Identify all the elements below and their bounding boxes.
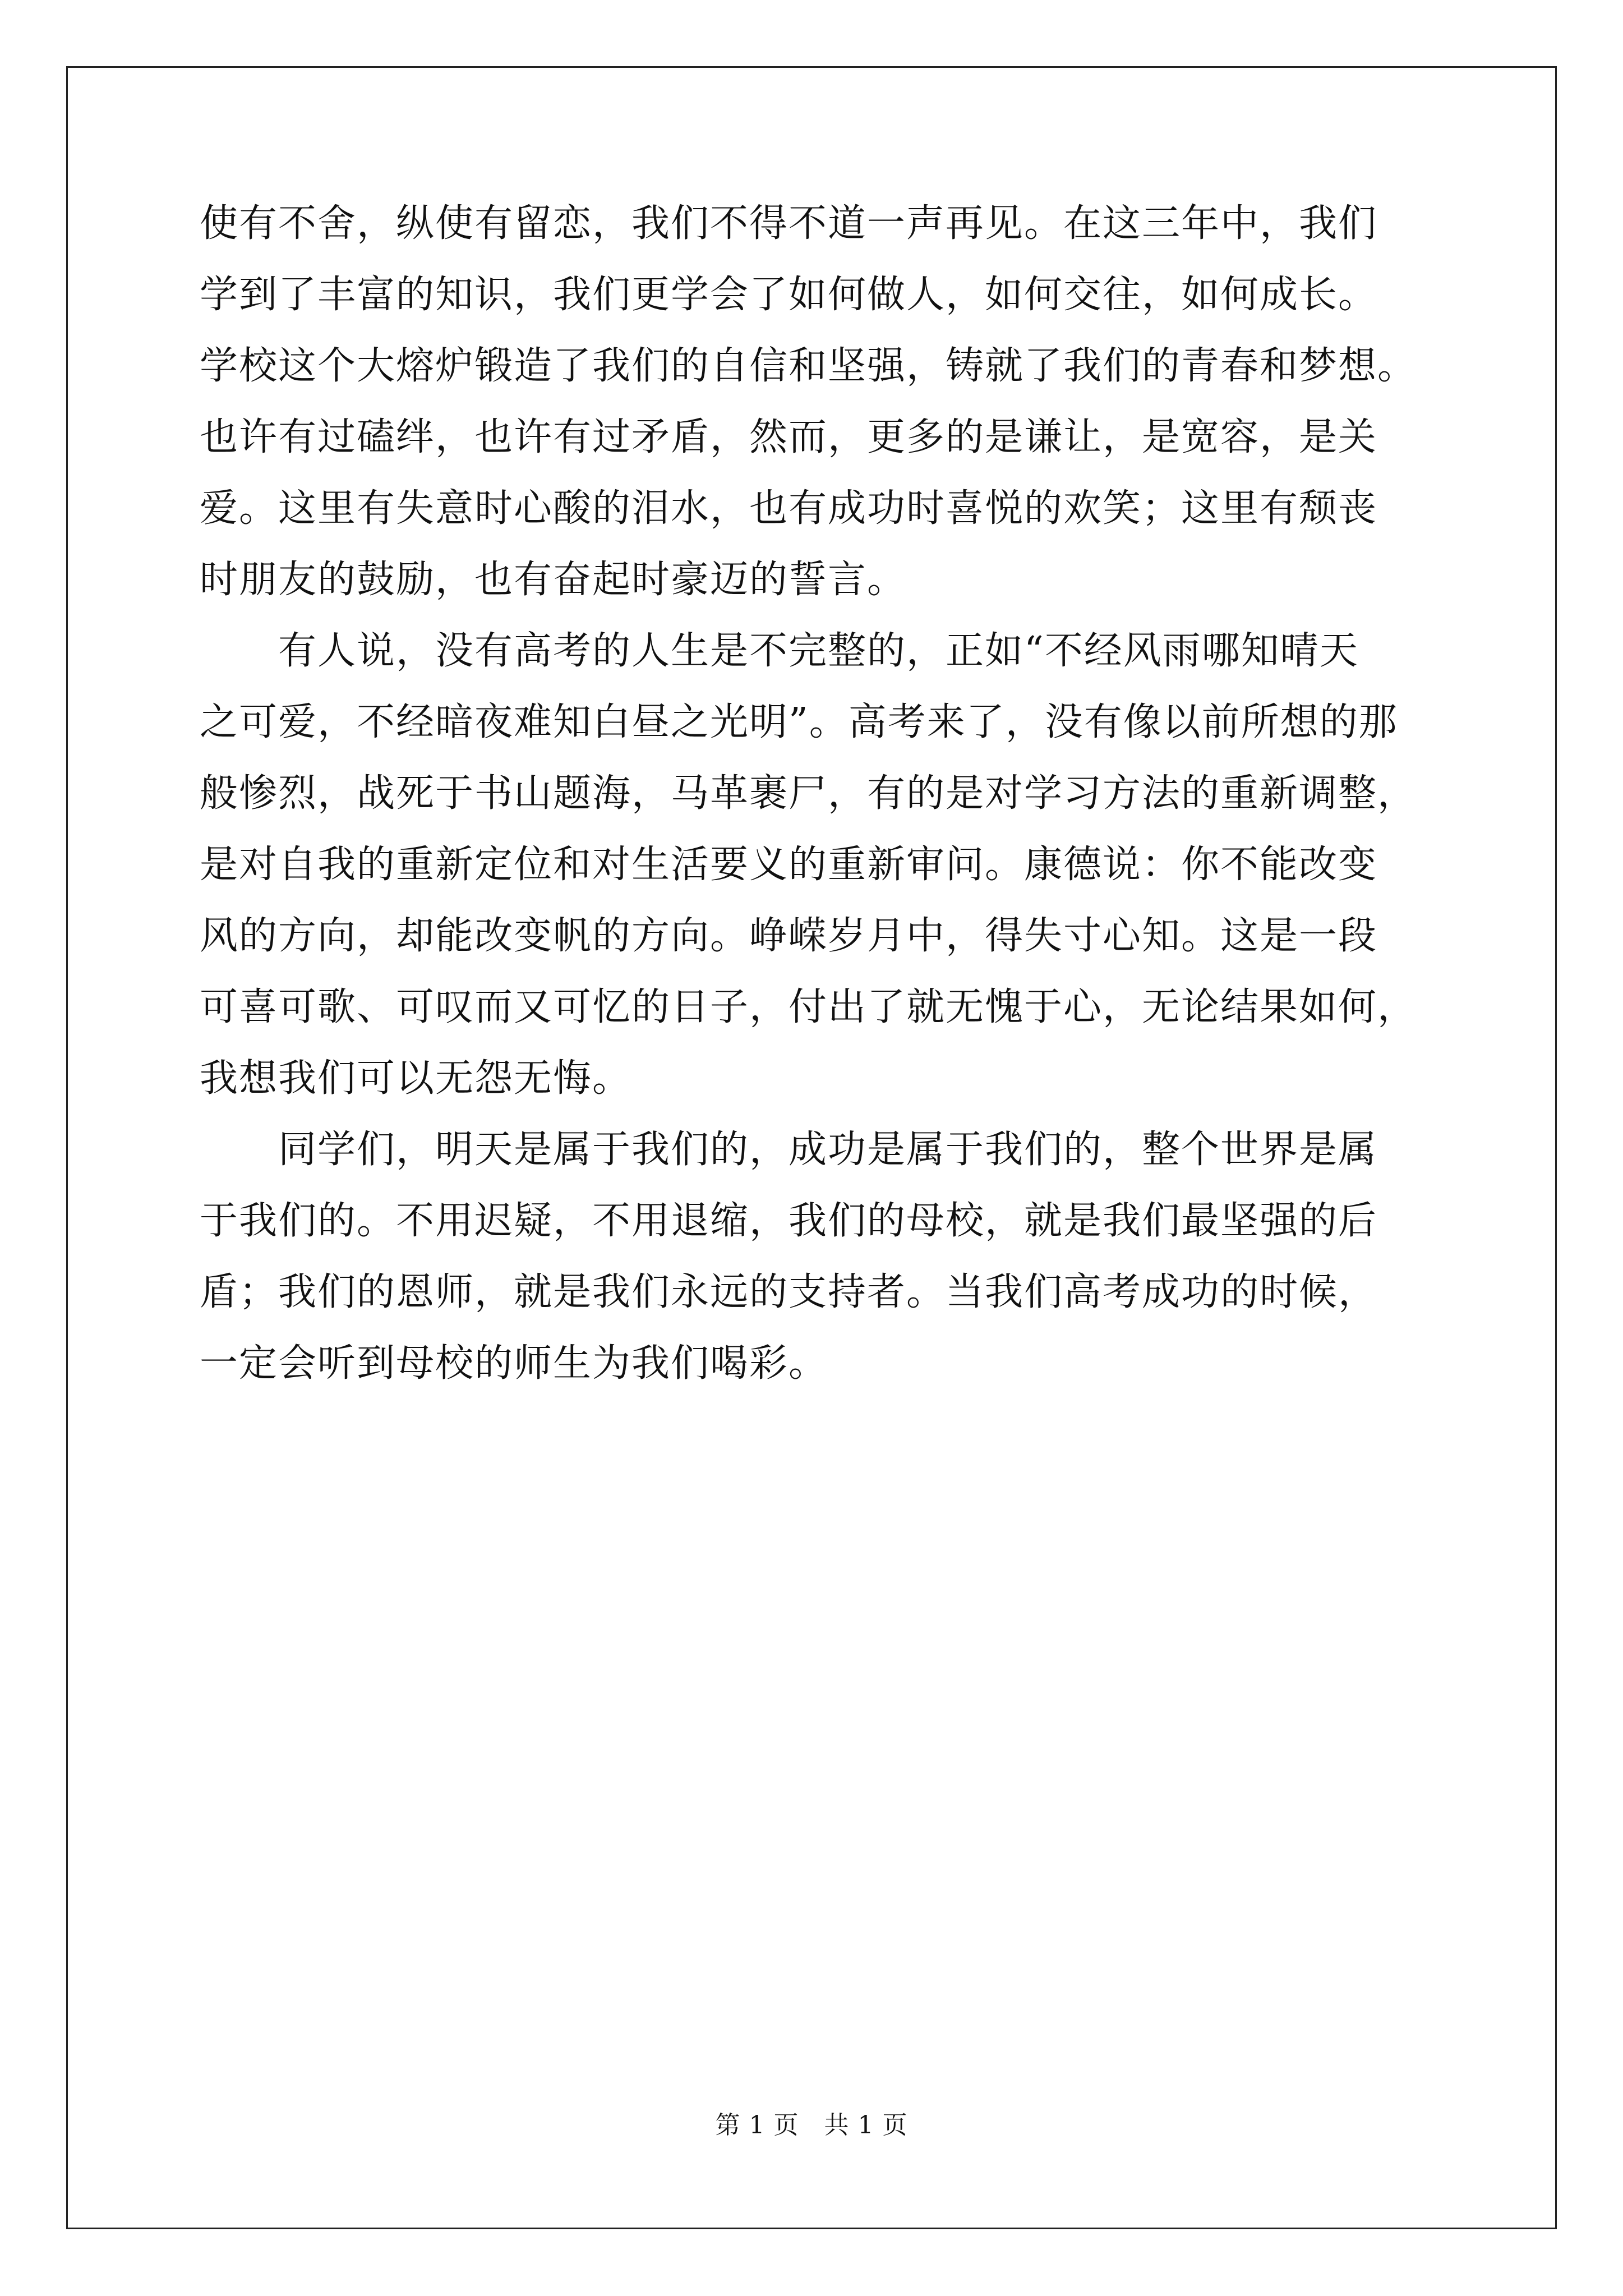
text-line: 我想我们可以无怨无悔。	[200, 1056, 632, 1101]
text-line: 一定会听到母校的师生为我们喝彩。	[200, 1341, 828, 1386]
text-line: 之可爱，不经暗夜难知白昼之光明”。高考来了，没有像以前所想的那	[200, 700, 1398, 744]
text-line: 般惨烈，战死于书山题海，马革裹尸，有的是对学习方法的重新调整，	[200, 771, 1417, 816]
text-line: 是对自我的重新定位和对生活要义的重新审问。康德说：你不能改变	[200, 843, 1378, 887]
page-number: 第 1 页 共 1 页	[715, 2111, 908, 2139]
text-line: 学校这个大熔炉锻造了我们的自信和坚强，铸就了我们的青春和梦想。	[200, 344, 1417, 388]
text-line: 风的方向，却能改变帆的方向。峥嵘岁月中，得失寸心知。这是一段	[200, 914, 1378, 958]
text-line: 学到了丰富的知识，我们更学会了如何做人，如何交往，如何成长。	[200, 273, 1378, 317]
paragraph-first-line: 有人说，没有高考的人生是不完整的，正如“不经风雨哪知晴天	[278, 629, 1359, 673]
text-line: 使有不舍，纵使有留恋，我们不得不道一声再见。在这三年中，我们	[200, 201, 1378, 246]
paragraph-first-line: 同学们，明天是属于我们的，成功是属于我们的，整个世界是属	[278, 1128, 1378, 1172]
text-line: 也许有过磕绊，也许有过矛盾，然而，更多的是谦让，是宽容，是关	[200, 415, 1378, 459]
text-line: 爱。这里有失意时心酸的泪水，也有成功时喜悦的欢笑；这里有颓丧	[200, 486, 1378, 531]
text-line: 盾；我们的恩师，就是我们永远的支持者。当我们高考成功的时候，	[200, 1270, 1378, 1314]
text-line: 于我们的。不用迟疑，不用退缩，我们的母校，就是我们最坚强的后	[200, 1199, 1378, 1243]
text-line: 时朋友的鼓励，也有奋起时豪迈的誓言。	[200, 558, 907, 602]
text-line: 可喜可歌、可叹而又可忆的日子，付出了就无愧于心，无论结果如何，	[200, 985, 1417, 1029]
